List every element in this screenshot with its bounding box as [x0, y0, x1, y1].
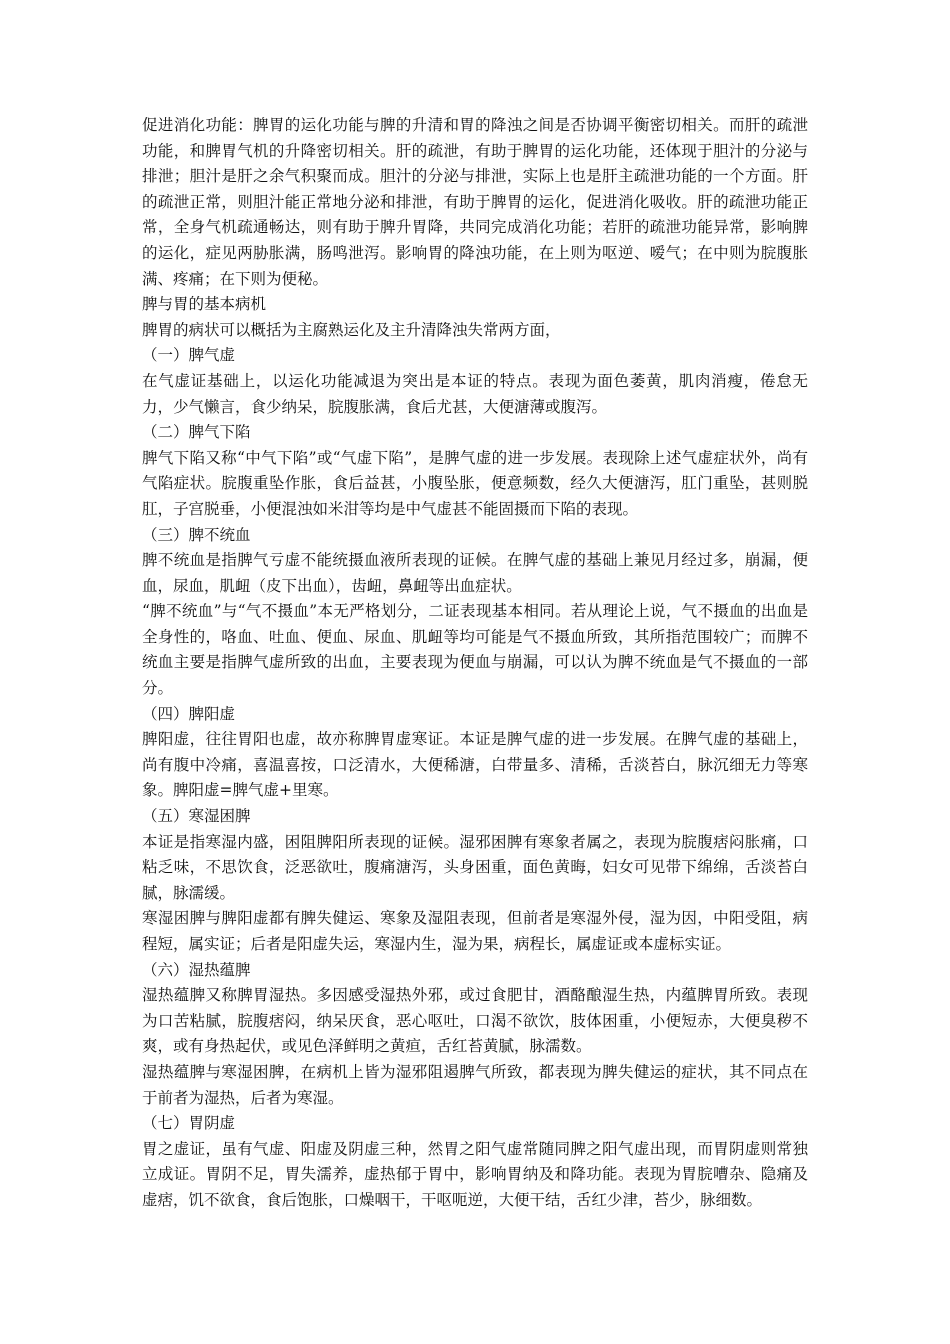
paragraph-spleen-qi-sinking: 脾气下陷又称“中气下陷”或“气虚下陷”，是脾气虚的进一步发展。表现除上述气虚症状外，尚有气陷症状。脘腹重坠作胀，食后益甚，小腹坠胀，便意频数，经久大便溏泻，肛门重坠，甚则脱肛，子宫脱垂，小便混浊如米泔等均是中气虚甚不能固摄而下陷的表现。 [142, 448, 808, 518]
heading-cold-damp-spleen: （五）寒湿困脾 [142, 807, 251, 826]
heading-damp-heat-spleen: （六）湿热蕴脾 [142, 960, 251, 979]
paragraph-liver-digestion: 促进消化功能：脾胃的运化功能与脾的升清和胃的降浊之间是否协调平衡密切相关。而肝的疏泄功能，和脾胃气机的升降密切相关。肝的疏泄，有助于脾胃的运化功能，还体现于胆汁的分泌与排泄；胆汁是肝之余气积聚而成。胆汁的分泌与排泄，实际上也是肝主疏泄功能的一个方面。肝的疏泄正常，则胆汁能正常地分泌和排泄，有助于脾胃的运化，促进消化吸收。肝的疏泄功能正常，全身气机疏通畅达，则有助于脾升胃降，共同完成消化功能；若肝的疏泄功能异常，影响脾的运化，症见两胁胀满，肠鸣泄泻。影响胃的降浊功能，在上则为呕逆、嗳气；在中则为脘腹胀满、疼痛；在下则为便秘。 [142, 116, 808, 288]
paragraph-stomach-yin-deficiency: 胃之虚证，虽有气虚、阳虚及阴虚三种，然胃之阳气虚常随同脾之阳气虚出现，而胃阴虚则常独立成证。胃阴不足，胃失濡养，虚热郁于胃中，影响胃纳及和降功能。表现为胃脘嘈杂、隐痛及虚痞，饥不欲食，食后饱胀，口燥咽干，干呕呃逆，大便干结，舌红少津，苔少，脉细数。 [142, 1139, 808, 1209]
heading-spleen-qi-deficiency: （一）脾气虚 [142, 346, 236, 365]
paragraph-damp-heat-spleen-1: 湿热蕴脾又称脾胃湿热。多因感受湿热外邪，或过食肥甘，酒酪酿湿生热，内蕴脾胃所致。表现为口苦粘腻，脘腹痞闷，纳呆厌食，恶心呕吐，口渴不欲饮，肢体困重，小便短赤，大便臭秽不爽，或有身热起伏，或见色泽鲜明之黄疸，舌红苔黄腻，脉濡数。 [142, 986, 808, 1056]
paragraph-spleen-yang-deficiency: 脾阳虚，往往胃阳也虚，故亦称脾胃虚寒证。本证是脾气虚的进一步发展。在脾气虚的基础上，尚有腹中冷痛，喜温喜按，口泛清水，大便稀溏，白带量多、清稀，舌淡苔白，脉沉细无力等寒象。脾阳虚=脾气虚+里寒。 [142, 730, 808, 800]
paragraph-spleen-not-controlling-blood-1: 脾不统血是指脾气亏虚不能统摄血液所表现的证候。在脾气虚的基础上兼见月经过多，崩漏，便血，尿血，肌衄（皮下出血），齿衄，鼻衄等出血症状。 [142, 551, 808, 595]
paragraph-pathogenesis-summary: 脾胃的病状可以概括为主腐熟运化及主升清降浊失常两方面， [142, 320, 561, 339]
document-page [142, 113, 808, 1214]
paragraph-cold-damp-spleen-1: 本证是指寒湿内盛，困阻脾阳所表现的证候。湿邪困脾有寒象者属之，表现为脘腹痞闷胀痛，口粘乏味，不思饮食，泛恶欲吐，腹痛溏泻，头身困重，面色黄晦，妇女可见带下绵绵，舌淡苔白腻，脉濡缓。 [142, 832, 808, 902]
paragraph-damp-heat-spleen-2: 湿热蕴脾与寒湿困脾，在病机上皆为湿邪阻遏脾气所致，都表现为脾失健运的症状，其不同点在于前者为湿热，后者为寒湿。 [142, 1062, 808, 1107]
heading-spleen-yang-deficiency: （四）脾阳虚 [142, 704, 236, 723]
paragraph-spleen-qi-deficiency: 在气虚证基础上，以运化功能减退为突出是本证的特点。表现为面色萎黄，肌肉消瘦，倦怠无力，少气懒言，食少纳呆，脘腹胀满，食后尤甚，大便溏薄或腹泻。 [142, 371, 808, 416]
heading-stomach-yin-deficiency: （七）胃阴虚 [142, 1114, 236, 1133]
section-title-pathogenesis: 脾与胃的基本病机 [142, 295, 267, 314]
paragraph-cold-damp-spleen-2: 寒湿困脾与脾阳虚都有脾失健运、寒象及湿阻表现，但前者是寒湿外侵，湿为因，中阳受阻，病程短，属实证；后者是阳虚失运，寒湿内生，湿为果，病程长，属虚证或本虚标实证。 [142, 909, 808, 953]
heading-spleen-qi-sinking: （二）脾气下陷 [142, 423, 251, 442]
heading-spleen-not-controlling-blood: （三）脾不统血 [142, 525, 251, 544]
paragraph-spleen-not-controlling-blood-2: “脾不统血”与“气不摄血”本无严格划分，二证表现基本相同。若从理论上说，气不摄血的出血是全身性的，咯血、吐血、便血、尿血、肌衄等均可能是气不摄血所致，其所指范围较广；而脾不统血主要是指脾气虚所致的出血，主要表现为便血与崩漏，可以认为脾不统血是气不摄血的一部分。 [142, 602, 808, 698]
